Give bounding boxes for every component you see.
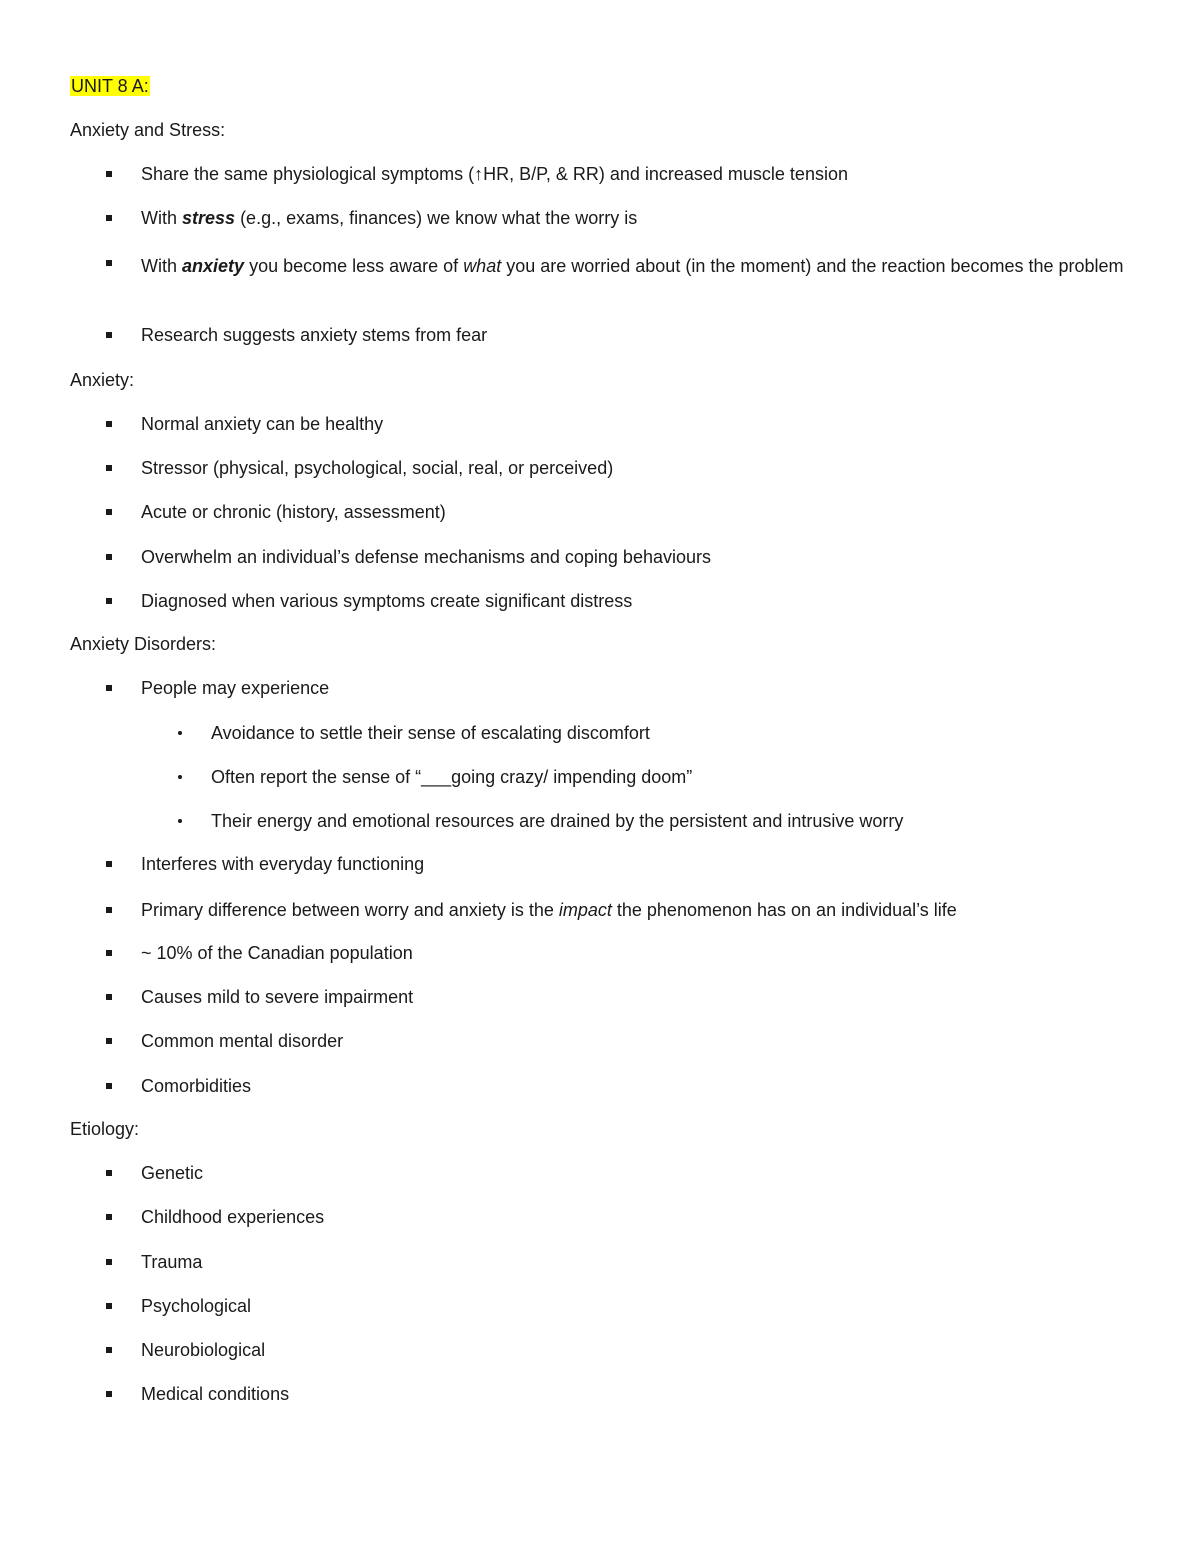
square-bullet-icon — [106, 1083, 112, 1089]
section-heading-anxiety-and-stress: Anxiety and Stress: — [70, 120, 226, 140]
list-item-text: Comorbidities — [141, 1076, 252, 1096]
list-item-text: With anxiety you become less aware of what you are worried about (in the moment) and the reaction becomes the problem — [141, 256, 1124, 276]
square-bullet-icon — [106, 907, 112, 913]
list-item-text: Medical conditions — [141, 1384, 290, 1404]
list-item-text: Genetic — [141, 1163, 204, 1183]
list-item-text: ~ 10% of the Canadian population — [141, 943, 413, 963]
square-bullet-icon — [106, 1347, 112, 1353]
list-item-text: Trauma — [141, 1252, 203, 1272]
square-bullet-icon — [106, 421, 112, 427]
list-item-text: Overwhelm an individual’s defense mechanisms and coping behaviours — [141, 547, 711, 567]
square-bullet-icon — [106, 1259, 112, 1265]
square-bullet-icon — [106, 685, 112, 691]
section-heading-etiology: Etiology: — [70, 1119, 140, 1139]
square-bullet-icon — [106, 861, 112, 867]
square-bullet-icon — [106, 260, 112, 266]
square-bullet-icon — [106, 171, 112, 177]
emphasis-anxiety: anxiety — [182, 256, 245, 276]
list-item-text: Stressor (physical, psychological, social, real, or perceived) — [141, 458, 614, 478]
square-bullet-icon — [106, 215, 112, 221]
list-item-text: Childhood experiences — [141, 1207, 325, 1227]
emphasis-impact: impact — [558, 900, 612, 920]
list-item-text: Primary difference between worry and anxiety is the impact the phenomenon has on an individual’s life — [141, 900, 957, 920]
square-bullet-icon — [106, 509, 112, 515]
square-bullet-icon — [106, 950, 112, 956]
round-bullet-icon — [178, 775, 182, 779]
list-item-text: Avoidance to settle their sense of escalating discomfort — [211, 723, 650, 743]
square-bullet-icon — [106, 1303, 112, 1309]
unit-title — [70, 75, 150, 97]
square-bullet-icon — [106, 1038, 112, 1044]
section-heading-anxiety-disorders: Anxiety Disorders: — [70, 634, 217, 654]
list-item-text: Causes mild to severe impairment — [141, 987, 414, 1007]
list-item-text: Share the same physiological symptoms (↑HR, B/P, & RR) and increased muscle tension — [141, 164, 848, 184]
list-item-text: People may experience — [141, 678, 330, 698]
square-bullet-icon — [106, 1391, 112, 1397]
round-bullet-icon — [178, 731, 182, 735]
list-item-text: Interferes with everyday functioning — [141, 854, 425, 874]
list-item-text: Acute or chronic (history, assessment) — [141, 502, 446, 522]
emphasis-what: what — [463, 256, 502, 276]
section-heading-anxiety: Anxiety: — [70, 370, 135, 390]
square-bullet-icon — [106, 994, 112, 1000]
list-item-text: Diagnosed when various symptoms create significant distress — [141, 591, 633, 611]
list-item-text: Their energy and emotional resources are drained by the persistent and intrusive worry — [211, 811, 904, 831]
list-item-text: Psychological — [141, 1296, 252, 1316]
square-bullet-icon — [106, 1214, 112, 1220]
list-item-text: With stress (e.g., exams, finances) we know what the worry is — [141, 208, 638, 228]
square-bullet-icon — [106, 332, 112, 338]
list-item-text: Common mental disorder — [141, 1031, 344, 1051]
list-item-text: Often report the sense of “___going crazy/ impending doom” — [211, 767, 693, 787]
list-item-text: Neurobiological — [141, 1340, 266, 1360]
list-item-text: Research suggests anxiety stems from fear — [141, 325, 488, 345]
title-highlight: UNIT 8 A: — [71, 76, 149, 96]
square-bullet-icon — [106, 1170, 112, 1176]
square-bullet-icon — [106, 465, 112, 471]
emphasis-stress: stress — [182, 208, 236, 228]
round-bullet-icon — [178, 819, 182, 823]
square-bullet-icon — [106, 554, 112, 560]
square-bullet-icon — [106, 598, 112, 604]
list-item-text: Normal anxiety can be healthy — [141, 414, 384, 434]
